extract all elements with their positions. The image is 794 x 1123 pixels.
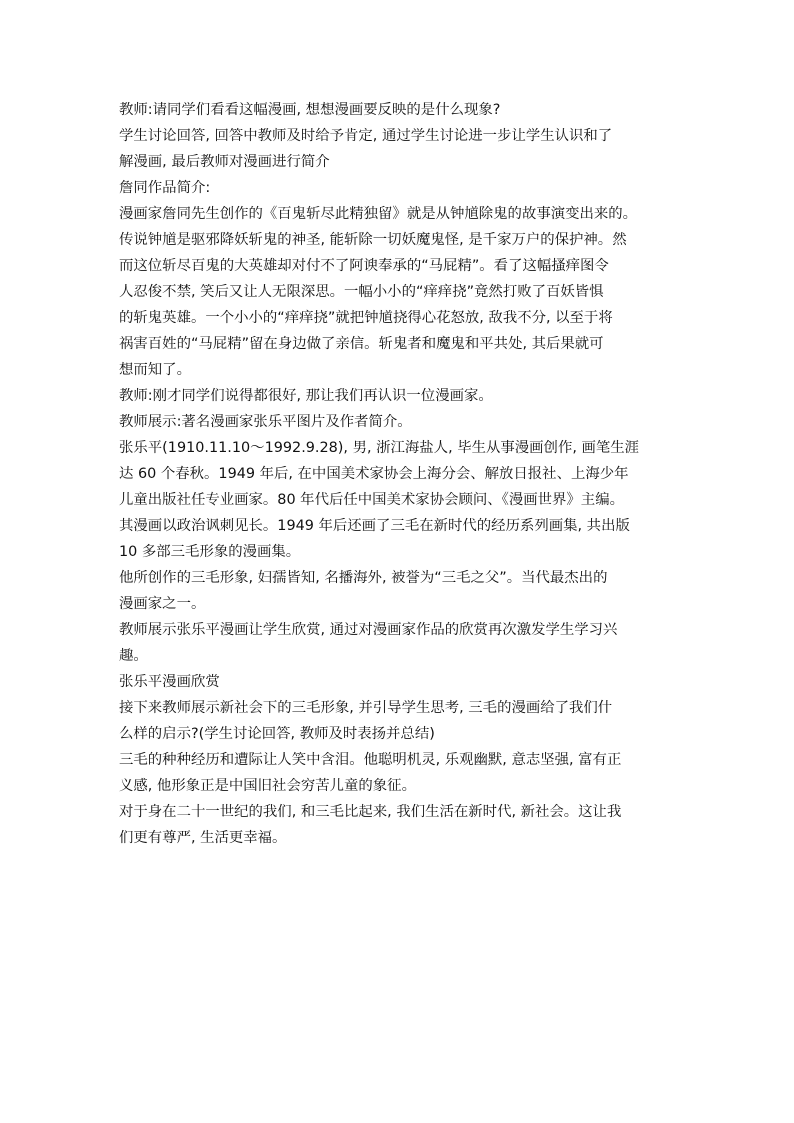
text-line: 教师展示:著名漫画家张乐平图片及作者简介。: [119, 414, 412, 430]
text-line: 接下来教师展示新社会下的三毛形象, 并引导学生思考, 三毛的漫画给了我们什: [119, 700, 613, 716]
text-line: 其漫画以政治讽刺见长。1949 年后还画了三毛在新时代的经历系列画集, 共出版: [119, 518, 630, 534]
paragraph-conclusion: [119, 799, 679, 851]
text-line: 教师:请同学们看看这幅漫画, 想想漫画要反映的是什么现象?: [119, 102, 501, 118]
text-line: 人忍俊不禁, 笑后又让人无限深思。一幅小小的“痒痒挠”竟然打败了百妖皆惧: [119, 284, 604, 300]
text-line: 祸害百姓的“马屁精”留在身边做了亲信。斩鬼者和魔鬼和平共处, 其后果就可: [119, 336, 604, 352]
text-line: 三毛的种种经历和遭际让人笑中含泪。他聪明机灵, 乐观幽默, 意志坚强, 富有正: [119, 752, 622, 768]
text-line: 的斩鬼英雄。一个小小的“痒痒挠”就把钟馗挠得心花怒放, 敌我不分, 以至于将: [119, 310, 613, 326]
text-line: 学生讨论回答, 回答中教师及时给予肯定, 通过学生讨论进一步让学生认识和了: [119, 128, 613, 144]
paragraph-sanmao-experience: [119, 747, 679, 799]
text-line: 对于身在二十一世纪的我们, 和三毛比起来, 我们生活在新时代, 新社会。这让我: [119, 804, 622, 820]
paragraph-appreciation-heading: [119, 669, 679, 695]
text-line: 张乐平漫画欣赏: [119, 674, 220, 690]
document-body: [119, 97, 679, 851]
paragraph-new-society-sanmao: [119, 695, 679, 747]
text-line: 传说钟馗是驱邪降妖斩鬼的神圣, 能斩除一切妖魔鬼怪, 是千家万户的保护神。然: [119, 232, 627, 248]
paragraph-zhangleping-bio: [119, 435, 679, 565]
text-line: 们更有尊严, 生活更幸福。: [119, 830, 287, 846]
text-line: 漫画家之一。: [119, 596, 206, 612]
text-line: 教师展示张乐平漫画让学生欣赏, 通过对漫画家作品的欣赏再次激发学生学习兴: [119, 622, 618, 638]
paragraph-teacher-show-works: [119, 617, 679, 669]
text-line: 解漫画, 最后教师对漫画进行简介: [119, 154, 330, 170]
text-line: 漫画家詹同先生创作的《百鬼斩尽此精独留》就是从钟馗除鬼的故事演变出来的。: [119, 206, 638, 222]
paragraph-zhantong-heading: [119, 175, 679, 201]
paragraph-sanmao-father: [119, 565, 679, 617]
text-line: 想而知了。: [119, 362, 191, 378]
text-line: 达 60 个春秋。1949 年后, 在中国美术家协会上海分会、解放日报社、上海少年: [119, 466, 629, 482]
paragraph-zhantong-intro: [119, 201, 679, 383]
text-line: 趣。: [119, 648, 148, 664]
text-line: 詹同作品简介:: [119, 180, 211, 196]
text-line: 儿童出版社任专业画家。80 年代后任中国美术家协会顾问、《漫画世界》主编。: [119, 492, 624, 508]
paragraph-teacher-question: [119, 97, 679, 123]
text-line: 他所创作的三毛形象, 妇孺皆知, 名播海外, 被誉为“三毛之父”。当代最杰出的: [119, 570, 608, 586]
text-line: 而这位斩尽百鬼的大英雄却对付不了阿谀奉承的“马屁精”。看了这幅搔痒图令: [119, 258, 609, 274]
text-line: 教师:刚才同学们说得都很好, 那让我们再认识一位漫画家。: [119, 388, 493, 404]
paragraph-teacher-praise: [119, 383, 679, 409]
text-line: 10 多部三毛形象的漫画集。: [119, 544, 301, 560]
text-line: 义感, 他形象正是中国旧社会穷苦儿童的象征。: [119, 778, 416, 794]
paragraph-teacher-display: [119, 409, 679, 435]
text-line: 么样的启示?(学生讨论回答, 教师及时表扬并总结): [119, 726, 435, 742]
text-line: 张乐平(1910.11.10～1992.9.28), 男, 浙江海盐人, 毕生从事漫画创作, 画笔生涯: [119, 440, 640, 456]
paragraph-student-discussion: [119, 123, 679, 175]
